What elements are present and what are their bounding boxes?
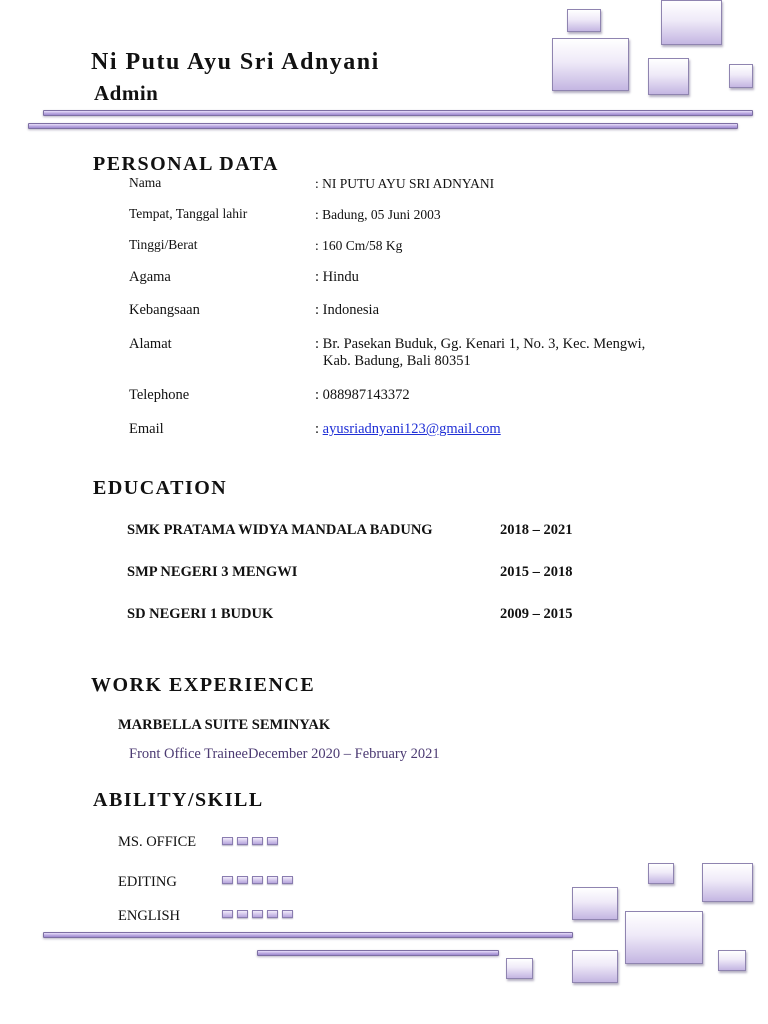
skill-level-dot xyxy=(267,910,278,918)
decor-square xyxy=(506,958,533,979)
skill-level-meter xyxy=(222,837,278,845)
work-detail: Front Office TraineeDecember 2020 – February 2021 xyxy=(129,746,440,762)
education-school: SD NEGERI 1 BUDUK xyxy=(127,606,274,622)
section-title-work: WORK EXPERIENCE xyxy=(91,674,316,696)
skill-name: EDITING xyxy=(118,874,177,890)
section-title-education: EDUCATION xyxy=(93,477,228,499)
decor-square xyxy=(572,887,618,920)
skill-level-dot xyxy=(222,910,233,918)
personal-value: : Hindu xyxy=(315,269,359,285)
section-title-personal: PERSONAL DATA xyxy=(93,153,280,175)
skill-level-dot xyxy=(267,837,278,845)
personal-label: Kebangsaan xyxy=(129,302,200,318)
candidate-role: Admin xyxy=(94,81,159,105)
decor-square xyxy=(572,950,618,983)
decor-square xyxy=(729,64,753,88)
personal-value-continued: Kab. Badung, Bali 80351 xyxy=(323,353,471,369)
email-prefix: : xyxy=(315,421,323,437)
footer-divider-bar xyxy=(43,932,573,938)
decor-square xyxy=(661,0,722,45)
education-school: SMK PRATAMA WIDYA MANDALA BADUNG xyxy=(127,522,433,538)
skill-level-dot xyxy=(282,876,293,884)
skill-level-dot xyxy=(237,910,248,918)
skill-name: MS. OFFICE xyxy=(118,834,197,850)
education-years: 2015 – 2018 xyxy=(500,564,573,580)
decor-square xyxy=(552,38,629,91)
decor-square xyxy=(567,9,601,32)
education-school: SMP NEGERI 3 MENGWI xyxy=(127,564,298,580)
skill-level-dot xyxy=(222,837,233,845)
skill-level-dot xyxy=(252,876,263,884)
personal-label: Nama xyxy=(129,175,162,190)
personal-value: : Indonesia xyxy=(315,302,380,318)
personal-value: : Br. Pasekan Buduk, Gg. Kenari 1, No. 3, Kec. Mengwi, xyxy=(315,336,646,352)
personal-value: : Badung, 05 Juni 2003 xyxy=(315,207,441,222)
personal-value: : 088987143372 xyxy=(315,387,410,403)
personal-label: Email xyxy=(129,421,164,437)
skill-level-meter xyxy=(222,910,293,918)
decor-square xyxy=(625,911,703,964)
skill-level-dot xyxy=(237,876,248,884)
decor-square xyxy=(718,950,746,971)
skill-level-dot xyxy=(282,910,293,918)
decor-square xyxy=(702,863,753,902)
personal-value xyxy=(315,421,501,438)
skill-level-dot xyxy=(222,876,233,884)
section-title-skills: ABILITY/SKILL xyxy=(93,789,264,811)
header-divider-bar xyxy=(43,110,753,116)
personal-label: Tempat, Tanggal lahir xyxy=(129,206,248,221)
skill-level-meter xyxy=(222,876,293,884)
education-years: 2009 – 2015 xyxy=(500,606,573,622)
personal-label: Telephone xyxy=(129,387,190,403)
personal-value: : NI PUTU AYU SRI ADNYANI xyxy=(315,176,495,191)
personal-label: Agama xyxy=(129,269,171,285)
skill-level-dot xyxy=(252,837,263,845)
skill-level-dot xyxy=(237,837,248,845)
education-years: 2018 – 2021 xyxy=(500,522,573,538)
work-company: MARBELLA SUITE SEMINYAK xyxy=(118,717,331,733)
candidate-name: Ni Putu Ayu Sri Adnyani xyxy=(91,49,380,75)
footer-divider-bar xyxy=(257,950,499,956)
personal-value: : 160 Cm/58 Kg xyxy=(315,238,403,253)
skill-level-dot xyxy=(252,910,263,918)
email-link[interactable]: ayusriadnyani123@gmail.com xyxy=(322,421,501,437)
skill-level-dot xyxy=(267,876,278,884)
personal-label: Tinggi/Berat xyxy=(129,237,198,252)
skill-name: ENGLISH xyxy=(118,908,181,924)
header-divider-bar xyxy=(28,123,738,129)
decor-square xyxy=(648,863,674,884)
decor-square xyxy=(648,58,689,95)
personal-label: Alamat xyxy=(129,336,172,352)
